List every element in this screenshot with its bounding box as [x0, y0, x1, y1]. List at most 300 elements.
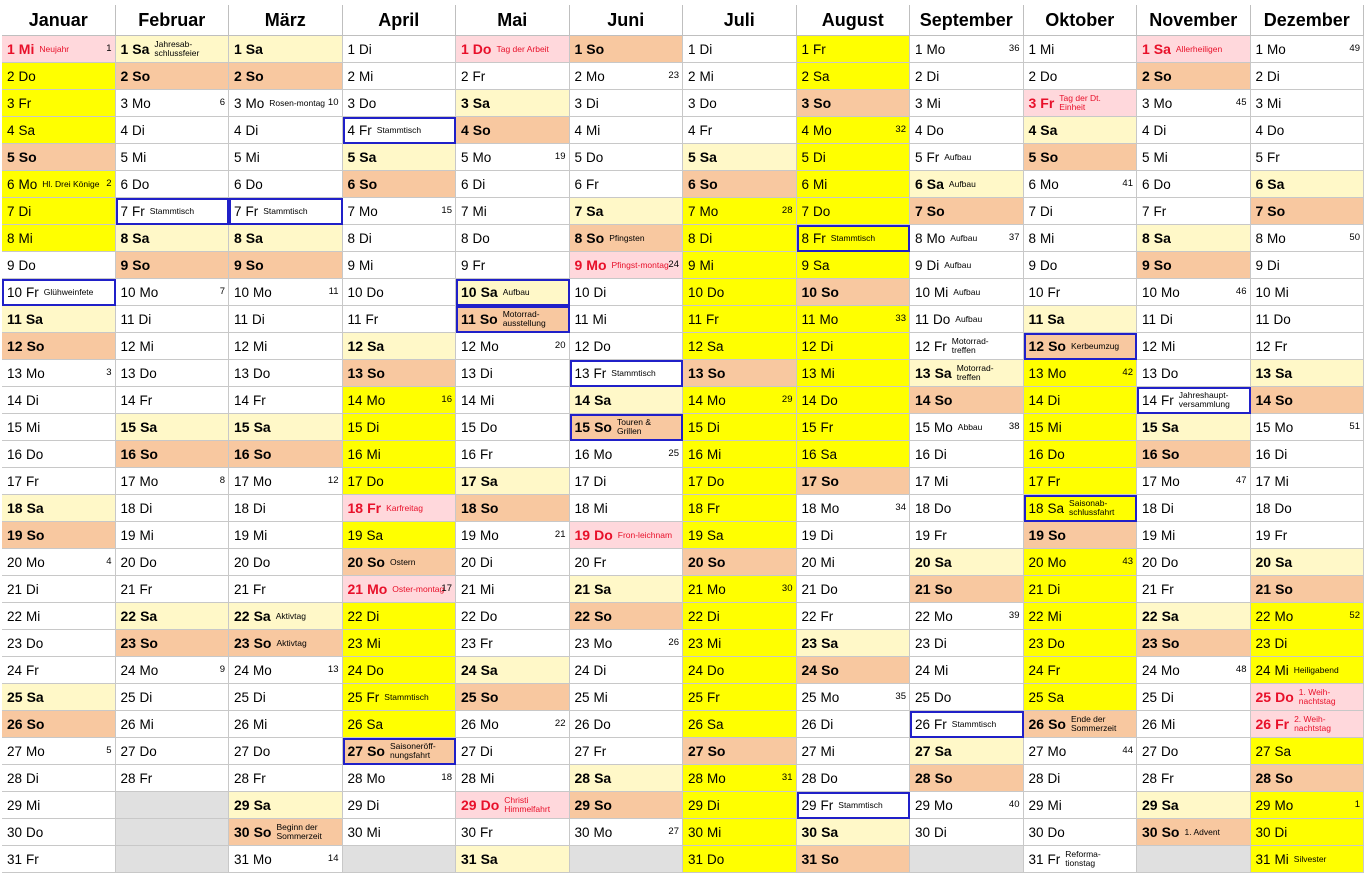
- day-cell[interactable]: [1024, 36, 1138, 63]
- day-cell[interactable]: [1137, 684, 1251, 711]
- day-cell[interactable]: [1251, 468, 1365, 495]
- day-cell[interactable]: [570, 792, 684, 819]
- day-cell[interactable]: [797, 711, 911, 738]
- day-cell[interactable]: [116, 603, 230, 630]
- day-cell[interactable]: [570, 684, 684, 711]
- day-cell[interactable]: [2, 684, 116, 711]
- day-cell[interactable]: [456, 279, 570, 306]
- day-cell[interactable]: [1251, 414, 1365, 441]
- day-cell[interactable]: [229, 522, 343, 549]
- day-cell[interactable]: [343, 441, 457, 468]
- day-cell[interactable]: [229, 468, 343, 495]
- day-cell[interactable]: [456, 63, 570, 90]
- day-cell[interactable]: [229, 630, 343, 657]
- day-cell[interactable]: [2, 657, 116, 684]
- day-cell[interactable]: [570, 549, 684, 576]
- day-cell[interactable]: [570, 198, 684, 225]
- day-cell[interactable]: [1251, 36, 1365, 63]
- day-cell[interactable]: [2, 63, 116, 90]
- day-cell[interactable]: [1251, 711, 1365, 738]
- day-cell[interactable]: [2, 198, 116, 225]
- day-cell[interactable]: [1024, 603, 1138, 630]
- day-cell[interactable]: [910, 333, 1024, 360]
- day-cell[interactable]: [570, 387, 684, 414]
- day-cell[interactable]: [910, 603, 1024, 630]
- day-cell[interactable]: [683, 333, 797, 360]
- day-cell[interactable]: [116, 468, 230, 495]
- day-cell[interactable]: [1137, 252, 1251, 279]
- day-cell[interactable]: [456, 360, 570, 387]
- day-cell[interactable]: [1137, 144, 1251, 171]
- day-cell[interactable]: [683, 144, 797, 171]
- day-cell[interactable]: [343, 90, 457, 117]
- day-cell[interactable]: [1137, 630, 1251, 657]
- day-cell[interactable]: [683, 36, 797, 63]
- day-cell[interactable]: [456, 576, 570, 603]
- day-cell[interactable]: [910, 657, 1024, 684]
- day-cell[interactable]: [229, 360, 343, 387]
- day-cell[interactable]: [456, 387, 570, 414]
- day-cell[interactable]: [343, 468, 457, 495]
- day-cell[interactable]: [1251, 576, 1365, 603]
- day-cell[interactable]: [229, 765, 343, 792]
- day-cell[interactable]: [1251, 387, 1365, 414]
- day-cell[interactable]: [343, 306, 457, 333]
- day-cell[interactable]: [1024, 765, 1138, 792]
- day-cell[interactable]: [910, 765, 1024, 792]
- day-cell[interactable]: [2, 387, 116, 414]
- day-cell[interactable]: [910, 792, 1024, 819]
- day-cell[interactable]: [229, 846, 343, 873]
- day-cell[interactable]: [570, 576, 684, 603]
- day-cell[interactable]: [229, 441, 343, 468]
- day-cell[interactable]: [343, 792, 457, 819]
- day-cell[interactable]: [797, 630, 911, 657]
- day-cell[interactable]: [1137, 387, 1251, 414]
- day-cell[interactable]: [1024, 549, 1138, 576]
- day-cell[interactable]: [570, 279, 684, 306]
- day-cell[interactable]: [683, 657, 797, 684]
- day-cell[interactable]: [456, 90, 570, 117]
- day-cell[interactable]: [683, 279, 797, 306]
- day-cell[interactable]: [2, 117, 116, 144]
- day-cell[interactable]: [116, 549, 230, 576]
- day-cell[interactable]: [1251, 765, 1365, 792]
- day-cell[interactable]: [797, 684, 911, 711]
- day-cell[interactable]: [797, 360, 911, 387]
- day-cell[interactable]: [1137, 576, 1251, 603]
- day-cell[interactable]: [456, 441, 570, 468]
- day-cell[interactable]: [570, 468, 684, 495]
- day-cell[interactable]: [229, 819, 343, 846]
- day-cell[interactable]: [2, 171, 116, 198]
- day-cell[interactable]: [570, 144, 684, 171]
- day-cell[interactable]: [116, 333, 230, 360]
- day-cell[interactable]: [797, 90, 911, 117]
- day-cell[interactable]: [1137, 792, 1251, 819]
- day-cell[interactable]: [343, 684, 457, 711]
- day-cell[interactable]: [229, 144, 343, 171]
- day-cell[interactable]: [229, 63, 343, 90]
- day-cell[interactable]: [343, 549, 457, 576]
- day-cell[interactable]: [456, 846, 570, 873]
- day-cell[interactable]: [343, 576, 457, 603]
- day-cell[interactable]: [570, 738, 684, 765]
- day-cell[interactable]: [229, 198, 343, 225]
- day-cell[interactable]: [910, 225, 1024, 252]
- day-cell[interactable]: [116, 657, 230, 684]
- day-cell[interactable]: [116, 495, 230, 522]
- day-cell[interactable]: [2, 603, 116, 630]
- day-cell[interactable]: [797, 306, 911, 333]
- day-cell[interactable]: [570, 36, 684, 63]
- day-cell[interactable]: [343, 495, 457, 522]
- day-cell[interactable]: [570, 414, 684, 441]
- day-cell[interactable]: [910, 738, 1024, 765]
- day-cell[interactable]: [456, 792, 570, 819]
- day-cell[interactable]: [1251, 441, 1365, 468]
- day-cell[interactable]: [1251, 333, 1365, 360]
- day-cell[interactable]: [1251, 252, 1365, 279]
- day-cell[interactable]: [116, 441, 230, 468]
- day-cell[interactable]: [456, 684, 570, 711]
- day-cell[interactable]: [570, 90, 684, 117]
- day-cell[interactable]: [683, 198, 797, 225]
- day-cell[interactable]: [456, 819, 570, 846]
- day-cell[interactable]: [2, 36, 116, 63]
- day-cell[interactable]: [116, 252, 230, 279]
- day-cell[interactable]: [229, 711, 343, 738]
- day-cell[interactable]: [2, 711, 116, 738]
- day-cell[interactable]: [116, 225, 230, 252]
- day-cell[interactable]: [116, 522, 230, 549]
- day-cell[interactable]: [1024, 387, 1138, 414]
- day-cell[interactable]: [116, 171, 230, 198]
- day-cell[interactable]: [683, 522, 797, 549]
- day-cell[interactable]: [456, 522, 570, 549]
- day-cell[interactable]: [116, 144, 230, 171]
- day-cell[interactable]: [1251, 198, 1365, 225]
- day-cell[interactable]: [1251, 279, 1365, 306]
- day-cell[interactable]: [1024, 225, 1138, 252]
- day-cell[interactable]: [683, 603, 797, 630]
- day-cell[interactable]: [343, 36, 457, 63]
- day-cell[interactable]: [910, 360, 1024, 387]
- day-cell[interactable]: [1024, 684, 1138, 711]
- day-cell[interactable]: [683, 387, 797, 414]
- day-cell[interactable]: [910, 441, 1024, 468]
- day-cell[interactable]: [343, 279, 457, 306]
- day-cell[interactable]: [910, 63, 1024, 90]
- day-cell[interactable]: [343, 387, 457, 414]
- day-cell[interactable]: [229, 90, 343, 117]
- day-cell[interactable]: [1251, 819, 1365, 846]
- day-cell[interactable]: [116, 738, 230, 765]
- day-cell[interactable]: [1024, 576, 1138, 603]
- day-cell[interactable]: [910, 252, 1024, 279]
- day-cell[interactable]: [1024, 144, 1138, 171]
- day-cell[interactable]: [229, 306, 343, 333]
- day-cell[interactable]: [797, 198, 911, 225]
- day-cell[interactable]: [343, 144, 457, 171]
- day-cell[interactable]: [343, 63, 457, 90]
- day-cell[interactable]: [1137, 117, 1251, 144]
- day-cell[interactable]: [1137, 738, 1251, 765]
- day-cell[interactable]: [1251, 630, 1365, 657]
- day-cell[interactable]: [1024, 90, 1138, 117]
- day-cell[interactable]: [683, 576, 797, 603]
- day-cell[interactable]: [797, 117, 911, 144]
- day-cell[interactable]: [116, 630, 230, 657]
- day-cell[interactable]: [1251, 603, 1365, 630]
- day-cell[interactable]: [797, 171, 911, 198]
- day-cell[interactable]: [456, 765, 570, 792]
- day-cell[interactable]: [797, 792, 911, 819]
- day-cell[interactable]: [797, 576, 911, 603]
- day-cell[interactable]: [797, 333, 911, 360]
- day-cell[interactable]: [456, 738, 570, 765]
- day-cell[interactable]: [1024, 414, 1138, 441]
- day-cell[interactable]: [116, 306, 230, 333]
- day-cell[interactable]: [910, 279, 1024, 306]
- day-cell[interactable]: [343, 360, 457, 387]
- day-cell[interactable]: [1137, 603, 1251, 630]
- day-cell[interactable]: [570, 495, 684, 522]
- day-cell[interactable]: [797, 738, 911, 765]
- day-cell[interactable]: [1024, 117, 1138, 144]
- day-cell[interactable]: [456, 333, 570, 360]
- day-cell[interactable]: [2, 279, 116, 306]
- day-cell[interactable]: [456, 603, 570, 630]
- day-cell[interactable]: [456, 306, 570, 333]
- day-cell[interactable]: [456, 171, 570, 198]
- day-cell[interactable]: [683, 846, 797, 873]
- day-cell[interactable]: [116, 387, 230, 414]
- day-cell[interactable]: [229, 738, 343, 765]
- day-cell[interactable]: [229, 549, 343, 576]
- day-cell[interactable]: [1024, 441, 1138, 468]
- day-cell[interactable]: [2, 90, 116, 117]
- day-cell[interactable]: [456, 630, 570, 657]
- day-cell[interactable]: [229, 333, 343, 360]
- day-cell[interactable]: [1251, 792, 1365, 819]
- day-cell[interactable]: [2, 846, 116, 873]
- day-cell[interactable]: [229, 36, 343, 63]
- day-cell[interactable]: [570, 63, 684, 90]
- day-cell[interactable]: [1024, 198, 1138, 225]
- day-cell[interactable]: [456, 144, 570, 171]
- day-cell[interactable]: [683, 495, 797, 522]
- day-cell[interactable]: [456, 225, 570, 252]
- day-cell[interactable]: [229, 279, 343, 306]
- day-cell[interactable]: [343, 117, 457, 144]
- day-cell[interactable]: [1024, 657, 1138, 684]
- day-cell[interactable]: [1251, 171, 1365, 198]
- day-cell[interactable]: [1137, 441, 1251, 468]
- day-cell[interactable]: [1137, 225, 1251, 252]
- day-cell[interactable]: [116, 63, 230, 90]
- day-cell[interactable]: [910, 711, 1024, 738]
- day-cell[interactable]: [1137, 198, 1251, 225]
- day-cell[interactable]: [910, 171, 1024, 198]
- day-cell[interactable]: [456, 657, 570, 684]
- day-cell[interactable]: [570, 441, 684, 468]
- day-cell[interactable]: [1251, 684, 1365, 711]
- day-cell[interactable]: [1137, 657, 1251, 684]
- day-cell[interactable]: [1137, 711, 1251, 738]
- day-cell[interactable]: [683, 468, 797, 495]
- day-cell[interactable]: [570, 252, 684, 279]
- day-cell[interactable]: [910, 306, 1024, 333]
- day-cell[interactable]: [683, 90, 797, 117]
- day-cell[interactable]: [456, 495, 570, 522]
- day-cell[interactable]: [570, 360, 684, 387]
- day-cell[interactable]: [1024, 279, 1138, 306]
- day-cell[interactable]: [456, 549, 570, 576]
- day-cell[interactable]: [683, 711, 797, 738]
- day-cell[interactable]: [229, 252, 343, 279]
- day-cell[interactable]: [116, 711, 230, 738]
- day-cell[interactable]: [116, 765, 230, 792]
- day-cell[interactable]: [343, 333, 457, 360]
- day-cell[interactable]: [683, 63, 797, 90]
- day-cell[interactable]: [343, 630, 457, 657]
- day-cell[interactable]: [343, 711, 457, 738]
- day-cell[interactable]: [116, 360, 230, 387]
- day-cell[interactable]: [570, 171, 684, 198]
- day-cell[interactable]: [1024, 252, 1138, 279]
- day-cell[interactable]: [797, 468, 911, 495]
- day-cell[interactable]: [910, 630, 1024, 657]
- day-cell[interactable]: [1251, 306, 1365, 333]
- day-cell[interactable]: [683, 306, 797, 333]
- day-cell[interactable]: [1024, 522, 1138, 549]
- day-cell[interactable]: [910, 549, 1024, 576]
- day-cell[interactable]: [2, 468, 116, 495]
- day-cell[interactable]: [683, 441, 797, 468]
- day-cell[interactable]: [456, 252, 570, 279]
- day-cell[interactable]: [1024, 846, 1138, 873]
- day-cell[interactable]: [1137, 333, 1251, 360]
- day-cell[interactable]: [683, 819, 797, 846]
- day-cell[interactable]: [1137, 360, 1251, 387]
- day-cell[interactable]: [1024, 495, 1138, 522]
- day-cell[interactable]: [1251, 549, 1365, 576]
- day-cell[interactable]: [2, 333, 116, 360]
- day-cell[interactable]: [116, 684, 230, 711]
- day-cell[interactable]: [570, 522, 684, 549]
- day-cell[interactable]: [910, 576, 1024, 603]
- day-cell[interactable]: [116, 90, 230, 117]
- day-cell[interactable]: [797, 657, 911, 684]
- day-cell[interactable]: [2, 441, 116, 468]
- day-cell[interactable]: [1024, 171, 1138, 198]
- day-cell[interactable]: [116, 36, 230, 63]
- day-cell[interactable]: [797, 765, 911, 792]
- day-cell[interactable]: [1137, 63, 1251, 90]
- day-cell[interactable]: [683, 252, 797, 279]
- day-cell[interactable]: [116, 414, 230, 441]
- day-cell[interactable]: [1137, 522, 1251, 549]
- day-cell[interactable]: [456, 117, 570, 144]
- day-cell[interactable]: [683, 171, 797, 198]
- day-cell[interactable]: [683, 684, 797, 711]
- day-cell[interactable]: [683, 414, 797, 441]
- day-cell[interactable]: [2, 144, 116, 171]
- day-cell[interactable]: [910, 198, 1024, 225]
- day-cell[interactable]: [570, 657, 684, 684]
- day-cell[interactable]: [683, 765, 797, 792]
- day-cell[interactable]: [2, 252, 116, 279]
- day-cell[interactable]: [229, 117, 343, 144]
- day-cell[interactable]: [343, 252, 457, 279]
- day-cell[interactable]: [1251, 522, 1365, 549]
- day-cell[interactable]: [570, 819, 684, 846]
- day-cell[interactable]: [2, 360, 116, 387]
- day-cell[interactable]: [1024, 360, 1138, 387]
- day-cell[interactable]: [1251, 225, 1365, 252]
- day-cell[interactable]: [229, 684, 343, 711]
- day-cell[interactable]: [343, 819, 457, 846]
- day-cell[interactable]: [910, 387, 1024, 414]
- day-cell[interactable]: [910, 36, 1024, 63]
- day-cell[interactable]: [910, 819, 1024, 846]
- day-cell[interactable]: [570, 225, 684, 252]
- day-cell[interactable]: [1251, 63, 1365, 90]
- day-cell[interactable]: [343, 198, 457, 225]
- day-cell[interactable]: [797, 549, 911, 576]
- day-cell[interactable]: [456, 36, 570, 63]
- day-cell[interactable]: [343, 738, 457, 765]
- day-cell[interactable]: [1251, 846, 1365, 873]
- day-cell[interactable]: [683, 117, 797, 144]
- day-cell[interactable]: [797, 144, 911, 171]
- day-cell[interactable]: [1137, 468, 1251, 495]
- day-cell[interactable]: [683, 360, 797, 387]
- day-cell[interactable]: [2, 819, 116, 846]
- day-cell[interactable]: [343, 603, 457, 630]
- day-cell[interactable]: [797, 279, 911, 306]
- day-cell[interactable]: [2, 495, 116, 522]
- day-cell[interactable]: [1024, 711, 1138, 738]
- day-cell[interactable]: [910, 90, 1024, 117]
- day-cell[interactable]: [1137, 36, 1251, 63]
- day-cell[interactable]: [1251, 117, 1365, 144]
- day-cell[interactable]: [570, 306, 684, 333]
- day-cell[interactable]: [910, 495, 1024, 522]
- day-cell[interactable]: [1137, 279, 1251, 306]
- day-cell[interactable]: [910, 522, 1024, 549]
- day-cell[interactable]: [797, 63, 911, 90]
- day-cell[interactable]: [910, 468, 1024, 495]
- day-cell[interactable]: [570, 765, 684, 792]
- day-cell[interactable]: [797, 387, 911, 414]
- day-cell[interactable]: [456, 414, 570, 441]
- day-cell[interactable]: [683, 630, 797, 657]
- day-cell[interactable]: [1137, 414, 1251, 441]
- day-cell[interactable]: [910, 684, 1024, 711]
- day-cell[interactable]: [1024, 792, 1138, 819]
- day-cell[interactable]: [1024, 630, 1138, 657]
- day-cell[interactable]: [116, 279, 230, 306]
- day-cell[interactable]: [456, 711, 570, 738]
- day-cell[interactable]: [456, 198, 570, 225]
- day-cell[interactable]: [2, 576, 116, 603]
- day-cell[interactable]: [797, 603, 911, 630]
- day-cell[interactable]: [797, 522, 911, 549]
- day-cell[interactable]: [570, 711, 684, 738]
- day-cell[interactable]: [116, 576, 230, 603]
